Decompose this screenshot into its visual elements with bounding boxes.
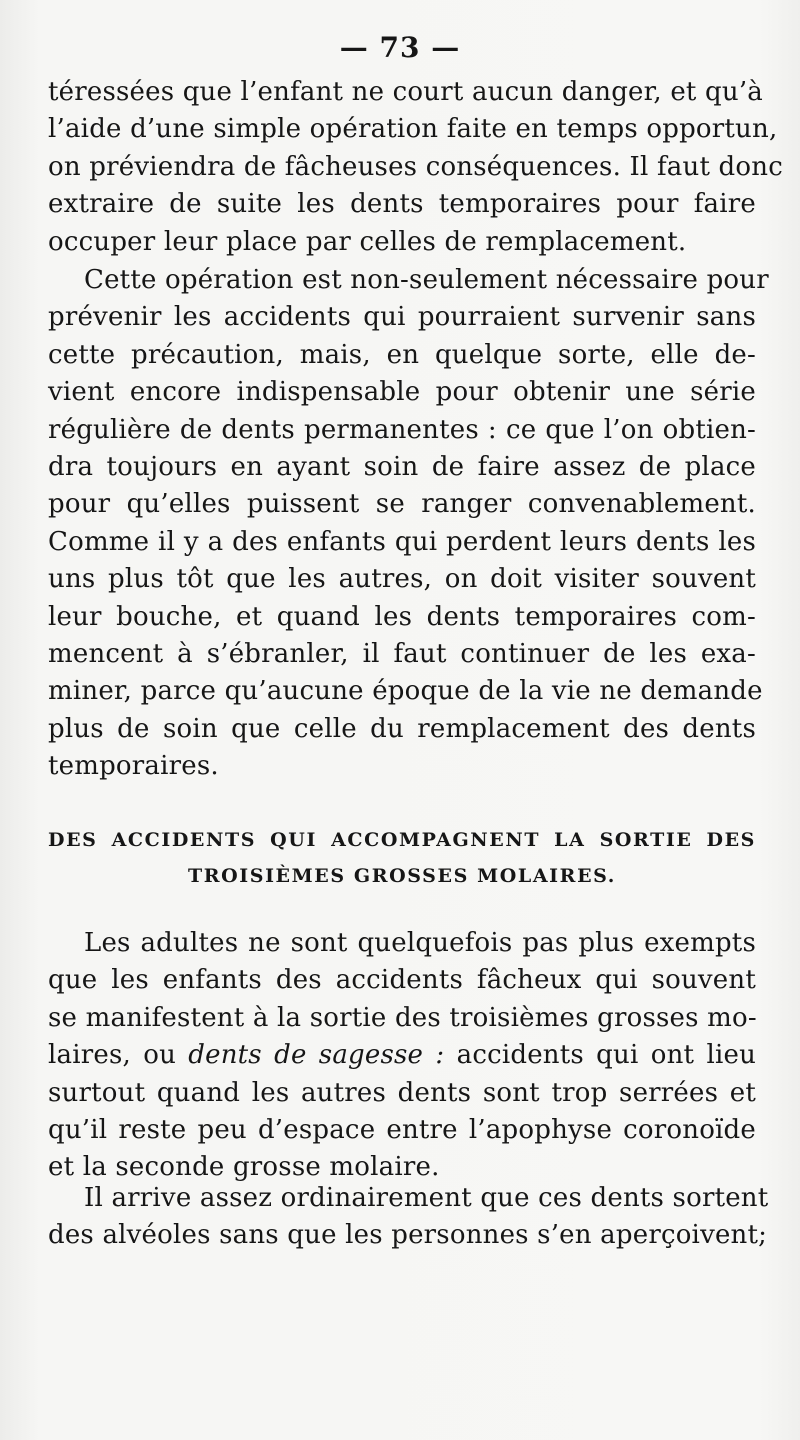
text-line: cette précaution, mais, en quelque sorte, elle de- [48, 339, 756, 370]
paragraph-2 [48, 262, 769, 786]
paragraph-1 [48, 74, 783, 261]
text-line-with-italic [48, 1037, 756, 1074]
text-run: laires, ou [48, 1040, 177, 1071]
paragraph-3 [48, 925, 756, 1187]
italic-term: dents de sagesse : [188, 1040, 445, 1071]
text-line: mencent à s’ébranler, il faut continuer de les exa- [48, 639, 756, 670]
text-line: uns plus tôt que les autres, on doit visiter souvent [48, 564, 756, 595]
text-line: plus de soin que celle du remplacement des dents [48, 713, 756, 744]
text-line: leur bouche, et quand les dents temporaires com- [48, 601, 756, 632]
text-line: vient encore indispensable pour obtenir une série [48, 377, 756, 408]
text-line: miner, parce qu’aucune époque de la vie ne demande [48, 676, 763, 707]
text-line: l’aide d’une simple opération faite en temps opportun, [48, 114, 778, 145]
text-line: Les adultes ne sont quelquefois pas plus exempts [84, 928, 756, 958]
text-line: on préviendra de fâcheuses conséquences. Il faut donc [48, 151, 783, 182]
text-line: téressées que l’enfant ne court aucun danger, et qu’à [48, 77, 763, 107]
text-line: temporaires. [48, 751, 219, 782]
section-heading-line-2: TROISIÈMES GROSSES MOLAIRES. [187, 865, 617, 887]
text-line: pour qu’elles puissent se ranger convenablement. [48, 489, 756, 520]
text-line: se manifestent à la sortie des troisièmes grosses mo- [48, 1002, 757, 1033]
text-run: accidents qui ont lieu [456, 1040, 757, 1071]
text-line: Comme il y a des enfants qui perdent leurs dents les [48, 526, 756, 557]
text-line: et la seconde grosse molaire. [48, 1152, 440, 1183]
text-line: Cette opération est non-seulement nécessaire pour [84, 265, 769, 295]
text-line: extraire de suite les dents temporaires pour faire [48, 189, 756, 220]
section-heading [48, 822, 756, 894]
text-line: qu’il reste peu d’espace entre l’apophyse coronoïde [48, 1115, 756, 1146]
text-line: prévenir les accidents qui pourraient survenir sans [48, 302, 756, 333]
text-line: surtout quand les autres dents sont trop serrées et [48, 1077, 756, 1108]
page-number: — 73 — [339, 31, 461, 64]
section-heading-line-1: DES ACCIDENTS QUI ACCOMPAGNENT LA SORTIE DES [48, 829, 756, 851]
text-line: des alvéoles sans que les personnes s’en aperçoivent; [48, 1220, 768, 1251]
paragraph-4 [48, 1180, 769, 1255]
text-line: occuper leur place par celles de remplacement. [48, 226, 687, 257]
text-line: dra toujours en ayant soin de faire assez de place [48, 452, 756, 483]
text-line: régulière de dents permanentes : ce que l’on obtien- [48, 414, 756, 445]
text-line: Il arrive assez ordinairement que ces dents sortent [84, 1183, 769, 1213]
text-line: que les enfants des accidents fâcheux qui souvent [48, 965, 756, 996]
